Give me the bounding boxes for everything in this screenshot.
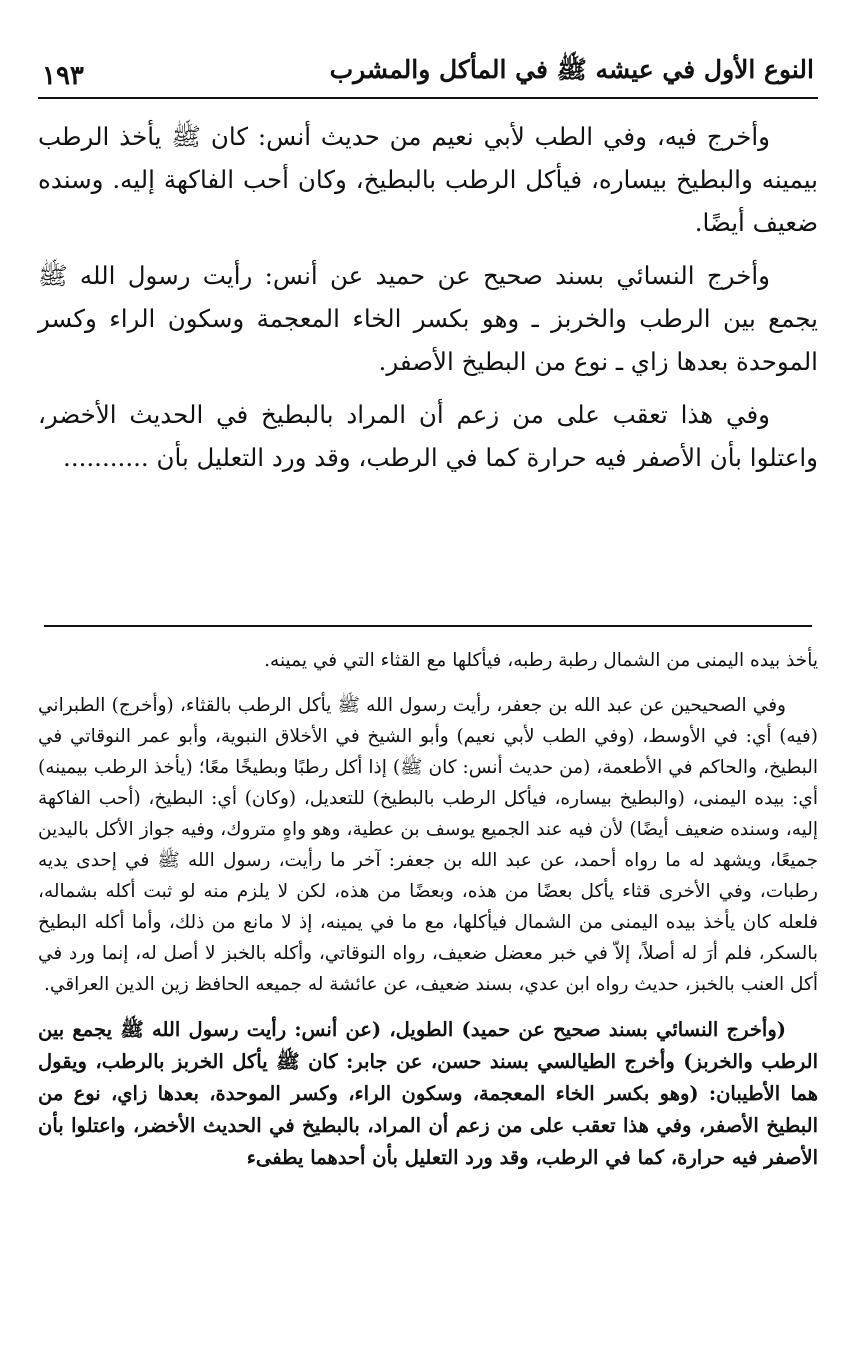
footnote-separator xyxy=(44,625,812,627)
running-title: النوع الأول في عيشه ﷺ في المأكل والمشرب xyxy=(329,55,814,84)
commentary-paragraph: (وأخرج النسائي بسند صحيح عن حميد) الطويل، (عن أنس: رأيت رسول الله ﷺ يجمع بين الرطب والخربز) وأخرج الطيالسي بسند حسن، عن جابر: كان ﷺ يأكل الخربز بالرطب، ويقول هما الأطيبان: (وهو بكسر الخاء المعجمة، وسكون الراء، وكسر الموحدة، بعدها زاي، نوع من البطيخ الأصفر، وفي هذا تعقب على من زعم أن المراد، بالبطيخ في الحديث الأخضر، واعتلوا بأن الأصفر فيه حرارة، كما في الرطب، وقد ورد التعليل بأن أحدهما يطفىء xyxy=(38,1018,818,1169)
main-paragraph: وفي هذا تعقب على من زعم أن المراد بالبطيخ في الحديث الأخضر، واعتلوا بأن الأصفر فيه حرارة كما في الرطب، وقد ورد التعليل بأن ........... xyxy=(38,400,818,472)
main-paragraph: وأخرج النسائي بسند صحيح عن حميد عن أنس: رأيت رسول الله ﷺ يجمع بين الرطب والخربز ـ وهو بكسر الخاء المعجمة وسكون الراء وكسر الموحدة بعدها زاي ـ نوع من البطيخ الأصفر. xyxy=(38,261,818,376)
page-header xyxy=(38,54,818,99)
commentary-paragraph: يأخذ بيده اليمنى من الشمال رطبة رطبه، فيأكلها مع القثاء التي في يمينه. xyxy=(264,650,818,671)
commentary-paragraph: وفي الصحيحين عن عبد الله بن جعفر، رأيت رسول الله ﷺ يأكل الرطب بالقثاء، (وأخرج) الطبراني (فيه) أي: في الأوسط، (وفي الطب لأبي نعيم) وأبو الشيخ في الأخلاق النبوية، وأبو عمر النوقاتي في البطيخ، والحاكم في الأطعمة، (من حديث أنس: كان ﷺ) إذا أكل رطبًا وبطيخًا معًا؛ (يأخذ الرطب بيمينه) أي: بيده اليمنى، (والبطيخ بيساره، فيأكل الرطب بالبطيخ) للتعديل، (وكان) أي: البطيخ، (أحب الفاكهة إليه، وسنده ضعيف أيضًا) لأن فيه عند الجميع يوسف بن عطية، وهو واهٍ متروك، وفيه جواز الأكل باليدين جميعًا، ويشهد له ما رواه أحمد، عن عبد الله بن جعفر: آخر ما رأيت، رسول الله ﷺ في إحدى يديه رطبات، وفي الأخرى قثاء يأكل بعضًا من هذه، وبعضًا من هذه، لكن لا يلزم منه لو ثبت أكله بشماله، فلعله كان يأخذ بيده اليمنى من الشمال فيأكلها، مع ما في يمينه، إذ لا مانع من ذلك، وأما أكله البطيخ بالسكر، فلم أرَ له أصلاً، إلاّ في خبر معضل ضعيف، رواه النوقاتي، وأكله بالخبز لا أصل له، إنما ورد في أكل العنب بالخبز، حديث رواه ابن عدي، بسند ضعيف، عن عائشة له جميعه الحافظ زين الدين العراقي. xyxy=(38,695,818,995)
main-paragraph: وأخرج فيه، وفي الطب لأبي نعيم من حديث أنس: كان ﷺ يأخذ الرطب بيمينه والبطيخ بيساره، فيأكل الرطب بالبطيخ، وكان أحب الفاكهة إليه. وسنده ضعيف أيضًا. xyxy=(38,122,818,237)
commentary-section xyxy=(38,645,818,1174)
page-number: ١٩٣ xyxy=(42,61,84,91)
main-text xyxy=(38,115,818,605)
